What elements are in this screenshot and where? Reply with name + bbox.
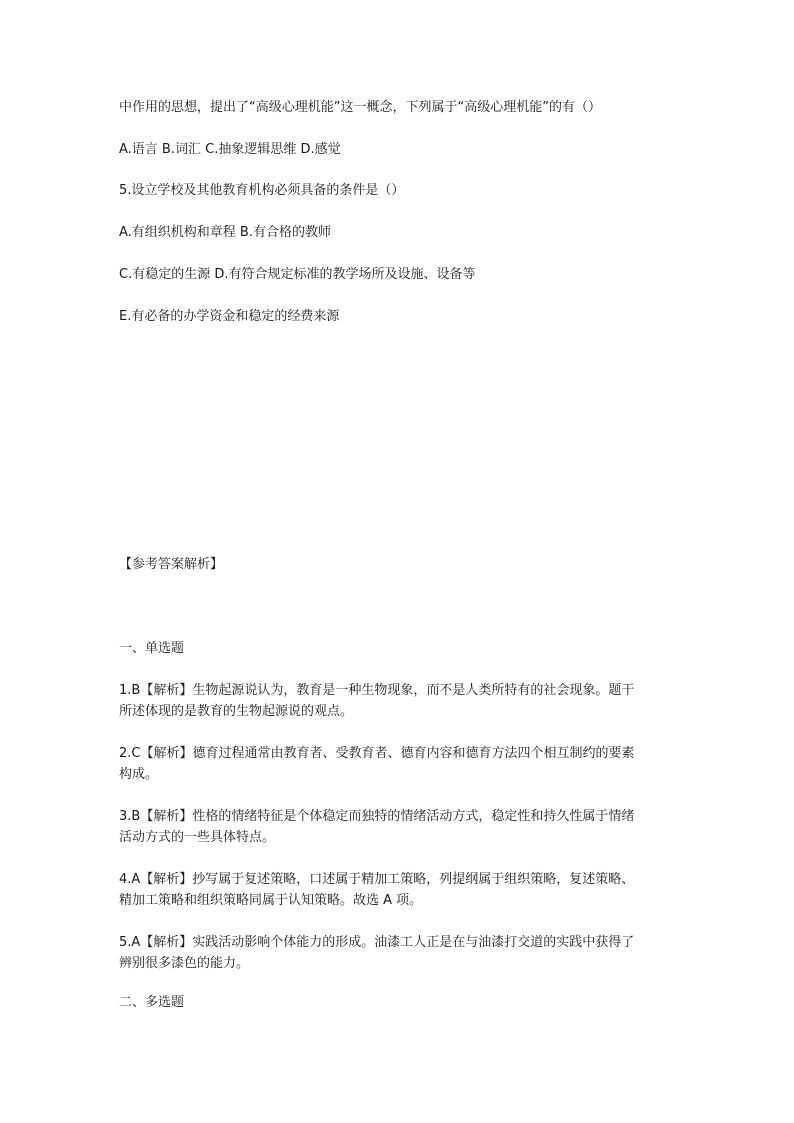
question-5-stem: 5.设立学校及其他教育机构必须具备的条件是（） <box>119 183 405 198</box>
answer-5-line-2: 辨别很多漆色的能力。 <box>119 956 250 971</box>
question-4-options: A.语言 B.词汇 C.抽象逻辑思维 D.感觉 <box>119 142 341 157</box>
answer-2-line-1: 2.C【解析】德育过程通常由教育者、受教育者、德育内容和德育方法四个相互制约的要素 <box>119 746 635 761</box>
section-multiple-choice: 二、多选题 <box>119 995 185 1010</box>
answer-3-line-2: 活动方式的一些具体特点。 <box>119 830 276 845</box>
question-5-options-cd: C.有稳定的生源 D.有符合规定标准的教学场所及设施、设备等 <box>119 267 476 282</box>
section-single-choice: 一、单选题 <box>119 641 185 656</box>
answer-1-line-2: 所述体现的是教育的生物起源说的观点。 <box>119 704 354 719</box>
answer-5-line-1: 5.A【解析】实践活动影响个体能力的形成。油漆工人正是在与油漆打交道的实践中获得了 <box>119 935 635 950</box>
question-5-options-e: E.有必备的办学资金和稳定的经费来源 <box>119 309 340 324</box>
question-4-stem-tail: 中作用的思想，提出了“高级心理机能”这一概念，下列属于“高级心理机能”的有（） <box>119 100 601 115</box>
answer-3-line-1: 3.B【解析】性格的情绪特征是个体稳定而独特的情绪活动方式，稳定性和持久性属于情绪 <box>119 809 635 824</box>
answer-2-line-2: 构成。 <box>119 767 159 782</box>
answers-title: 【参考答案解析】 <box>119 557 224 572</box>
answer-1-line-1: 1.B【解析】生物起源说认为，教育是一种生物现象，而不是人类所特有的社会现象。题干 <box>119 683 635 698</box>
question-5-options-ab: A.有组织机构和章程 B.有合格的教师 <box>119 225 331 240</box>
answer-4-line-2: 精加工策略和组织策略同属于认知策略。故选 A 项。 <box>119 893 423 908</box>
answer-4-line-1: 4.A【解析】抄写属于复述策略，口述属于精加工策略，列提纲属于组织策略，复述策略、 <box>119 872 635 887</box>
